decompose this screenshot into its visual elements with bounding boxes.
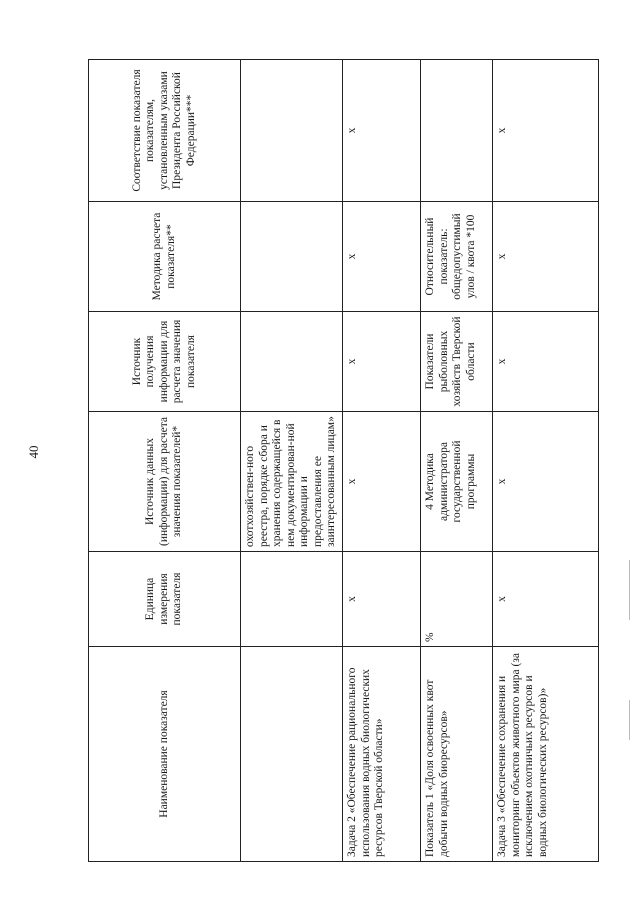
- indicator-table: [88, 59, 599, 862]
- scan-edge-mark: [629, 700, 630, 740]
- cell-info-source: Показатели рыболовных хозяйств Тверской области: [420, 312, 492, 412]
- table-row: [420, 60, 492, 862]
- table-header-row: [89, 60, 241, 862]
- cell-info-source: х: [342, 312, 420, 412]
- header-indicator-name: Наименование показателя: [89, 647, 241, 862]
- header-info-source: Источник получения информации для расчета значения показателя: [89, 312, 241, 412]
- table-row: [241, 60, 343, 862]
- rotated-table-container: [88, 60, 586, 862]
- cell-indicator-name: [241, 647, 343, 862]
- cell-data-source: охотхозяйствен-ного реестра, порядке сбора и хранения содержащейся в нем документирован-ной информации и предоставления ее заинтересованным лицам»: [241, 412, 343, 552]
- cell-presidential-decree: [420, 60, 492, 202]
- table-row: [342, 60, 420, 862]
- header-unit: Единица измерения показателя: [89, 552, 241, 647]
- cell-info-source: х: [492, 312, 598, 412]
- cell-info-source: [241, 312, 343, 412]
- cell-indicator-name: Задача 3 «Обеспечение сохранения и мониторинг объектов животного мира (за исключением охотничьих ресурсов и водных биологических ресурсов)»: [492, 647, 598, 862]
- cell-presidential-decree: [241, 60, 343, 202]
- cell-indicator-name: Показатель 1 «Доля освоенных квот добычи водных биоресурсов»: [420, 647, 492, 862]
- cell-presidential-decree: х: [492, 60, 598, 202]
- cell-method: [241, 202, 343, 312]
- cell-method: х: [342, 202, 420, 312]
- cell-presidential-decree: х: [342, 60, 420, 202]
- cell-unit: х: [342, 552, 420, 647]
- indicator-table-wrapper: [88, 60, 586, 862]
- cell-indicator-name: Задача 2 «Обеспечение рационального использования водных биологических ресурсов Тверской области»: [342, 647, 420, 862]
- page-number: 40: [26, 445, 41, 459]
- header-presidential-decree: Соответствие показателя показателям, установленным указами Президента Российской Федерации***: [89, 60, 241, 202]
- cell-data-source: х: [492, 412, 598, 552]
- cell-unit: %: [420, 552, 492, 647]
- header-method: Методика расчета показателя**: [89, 202, 241, 312]
- cell-unit: х: [492, 552, 598, 647]
- cell-unit: [241, 552, 343, 647]
- cell-method: х: [492, 202, 598, 312]
- header-data-source: Источник данных (информации) для расчета значения показателей*: [89, 412, 241, 552]
- cell-data-source: 4 Методика администратора государственной программы: [420, 412, 492, 552]
- scan-edge-mark: [629, 560, 630, 620]
- cell-method: Относительный показатель: общедопустимый улов / квота *100: [420, 202, 492, 312]
- cell-data-source: х: [342, 412, 420, 552]
- table-row: [492, 60, 598, 862]
